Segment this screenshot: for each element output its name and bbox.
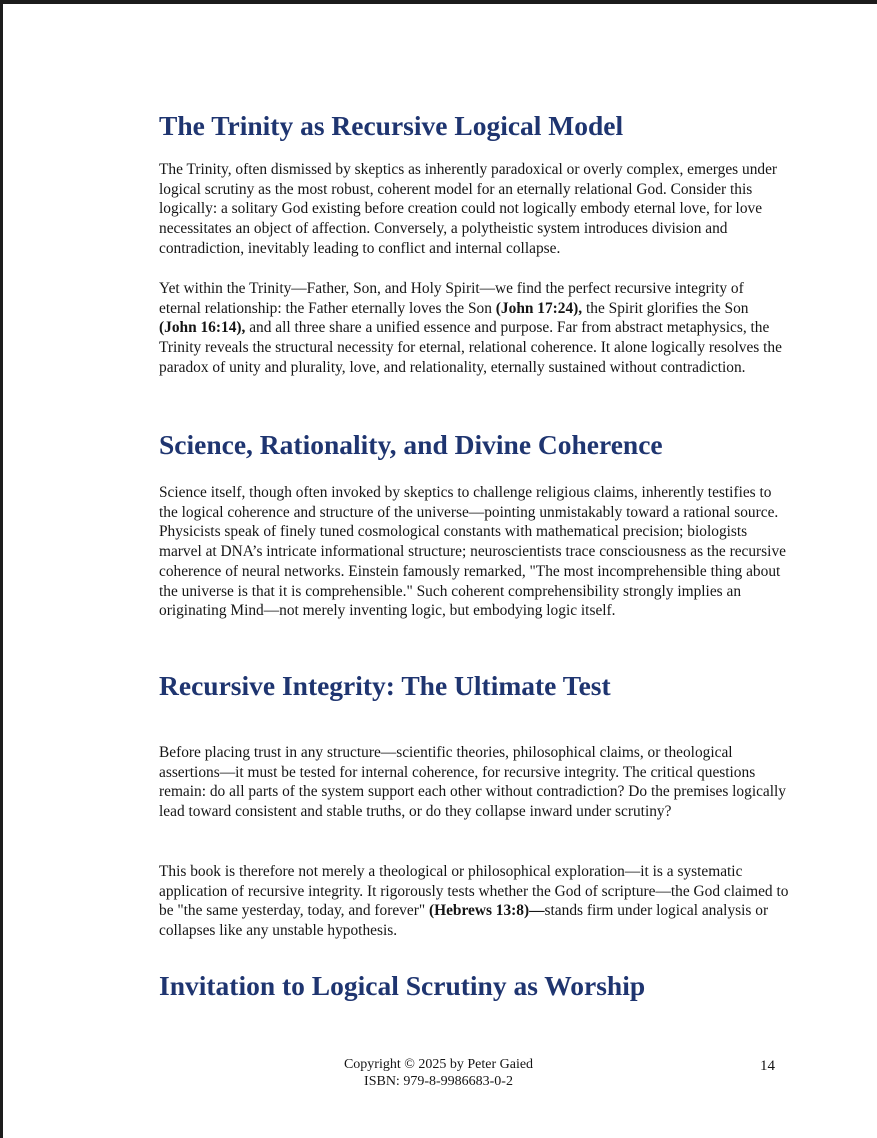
- paragraph-text: Yet within the Trinity—Father, Son, and Holy Spirit—we find the perfect recursive integrity of eternal relationship: the Father eternally loves the Son: [159, 280, 744, 317]
- paragraph: [159, 862, 789, 941]
- page-footer: [0, 1056, 877, 1090]
- paragraph-text: and all three share a unified essence and purpose. Far from abstract metaphysics, the Trinity reveals the structural necessity for eternal, relational coherence. It alone logically resolves the paradox of unity and plurality, love, and relationality, eternally sustained without contradiction.: [159, 319, 782, 376]
- scripture-citation: (John 16:14),: [159, 319, 246, 337]
- paragraph: [159, 160, 789, 259]
- isbn-line: ISBN: 979-8-9986683-0-2: [364, 1074, 513, 1089]
- heading-recursive-integrity: Recursive Integrity: The Ultimate Test: [159, 670, 611, 701]
- paragraph-text: stands firm under logical analysis or collapses like any unstable hypothesis.: [159, 902, 769, 940]
- paragraph-text: Science itself, though often invoked by skeptics to challenge religious claims, inherently testifies to the logical coherence and structure of the universe—pointing unmistakably toward a rational source. Physicists speak of finely tuned cosmological constants with mathematical precision; biologists marvel at DNA’s intricate informational structure; neuroscientists trace consciousness as the recursive coherence of neural networks. Einstein famously remarked, "The most incomprehensible thing about the universe is that it is comprehensible." Such coherent comprehensibility strongly implies an originating Mind—not merely inventing logic, but embodying logic itself.: [159, 484, 786, 620]
- paragraph: [159, 483, 789, 621]
- heading-invitation: Invitation to Logical Scrutiny as Worship: [159, 970, 646, 1001]
- heading-science: Science, Rationality, and Divine Coherence: [159, 429, 663, 460]
- paragraph-text: The Trinity, often dismissed by skeptics as inherently paradoxical or overly complex, emerges under logical scrutiny as the most robust, coherent model for an eternally relational God. Consider this logically: a solitary God existing before creation could not logically embody eternal love, for love necessitates an object of affection. Conversely, a polytheistic system introduces division and contradiction, inevitably leading to conflict and internal collapse.: [159, 161, 778, 257]
- paragraph-text: This book is therefore not merely a theological or philosophical exploration—it is a systematic application of recursive integrity. It rigorously tests whether the God of scripture—the God claimed to be "the same yesterday, today, and forever": [159, 863, 789, 920]
- paragraph-text: the Spirit glorifies the Son: [582, 299, 749, 317]
- paragraph: [159, 743, 789, 822]
- scripture-citation: (John 17:24),: [495, 299, 583, 317]
- heading-trinity: The Trinity as Recursive Logical Model: [159, 110, 624, 141]
- paragraph: [159, 279, 789, 378]
- scripture-citation: (Hebrews 13:8)—: [428, 902, 545, 920]
- copyright-line: Copyright © 2025 by Peter Gaied: [343, 1057, 534, 1072]
- page-number: 14: [760, 1058, 775, 1074]
- paragraph-text: Before placing trust in any structure—scientific theories, philosophical claims, or theological assertions—it must be tested for internal coherence, for recursive integrity. The critical questions remain: do all parts of the system support each other without contradiction? Do the premises logically lead toward consistent and stable truths, or do they collapse inward under scrutiny?: [159, 744, 787, 821]
